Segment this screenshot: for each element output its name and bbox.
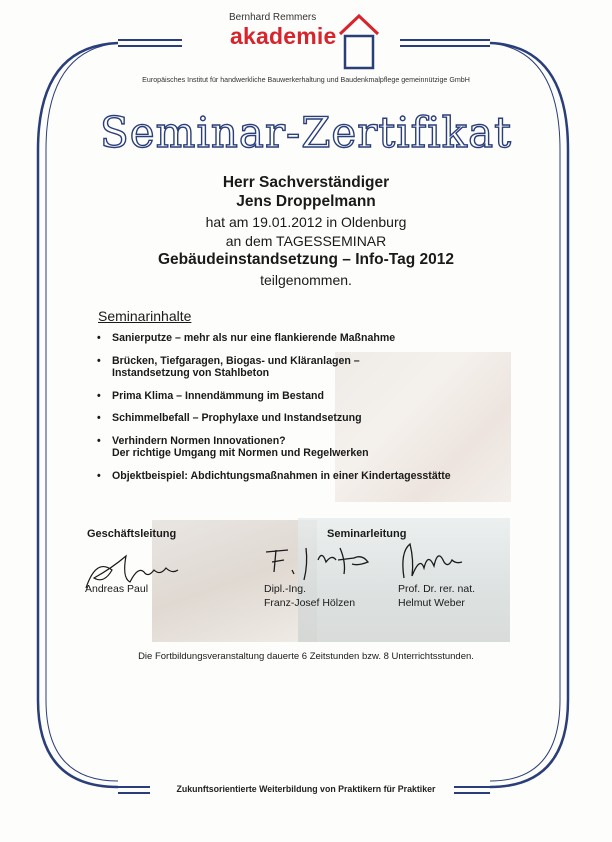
recipient-name: Jens Droppelmann — [236, 193, 376, 210]
date-place-line: hat am 19.01.2012 in Oldenburg — [205, 214, 407, 230]
recipient-salutation: Herr Sachverständiger — [222, 174, 390, 191]
management-name: Andreas Paul — [85, 583, 149, 595]
signature-hoelzen — [262, 540, 382, 584]
slogan: Zukunftsorientierte Weiterbildung von Praktikern für Praktiker — [176, 784, 436, 794]
list-item: • Schimmelbefall – Prophylaxe und Instandsetzung — [97, 412, 517, 425]
list-item: • Verhindern Normen Innovationen? Der richtige Umgang mit Normen und Regelwerken — [97, 435, 517, 460]
certificate-title: Seminar-Zertifikat — [99, 108, 513, 157]
lead2-title: Prof. Dr. rer. nat. — [398, 583, 476, 595]
duration-footnote: Die Fortbildungsveranstaltung dauerte 6 Zeitstunden bzw. 8 Unterrichtsstunden. — [138, 651, 474, 662]
list-item: • Prima Klima – Innendämmung im Bestand — [97, 390, 517, 403]
list-item: • Brücken, Tiefgaragen, Biogas- und Kläranlagen – Instandsetzung von Stahlbeton — [97, 355, 517, 380]
lead2-name: Helmut Weber — [398, 597, 465, 609]
management-label: Geschäftsleitung — [87, 528, 177, 540]
contents-heading: Seminarinhalte — [98, 308, 192, 324]
lead1-name: Franz-Josef Hölzen — [264, 597, 356, 609]
brand-name: akademie — [230, 23, 337, 49]
contents-list — [97, 332, 517, 482]
list-item: • Sanierputze – mehr als nur eine flankierende Maßnahme — [97, 332, 517, 345]
signature-weber — [398, 538, 468, 584]
lead1-title: Dipl.-Ing. — [264, 583, 307, 595]
event-name-line: Gebäudeinstandsetzung – Info-Tag 2012 — [158, 251, 454, 268]
institute-line: Europäisches Institut für handwerkliche Bauwerkerhaltung und Baudenkmalpflege gemeinnützige GmbH — [142, 76, 470, 84]
brand-top-text: Bernhard Remmers — [229, 12, 317, 23]
seminar-lead-label: Seminarleitung — [327, 528, 407, 540]
event-type-line: an dem TAGESSEMINAR — [225, 233, 387, 249]
closing-line: teilgenommen. — [260, 272, 352, 288]
list-item: • Objektbeispiel: Abdichtungsmaßnahmen in einer Kindertagesstätte — [97, 470, 517, 483]
